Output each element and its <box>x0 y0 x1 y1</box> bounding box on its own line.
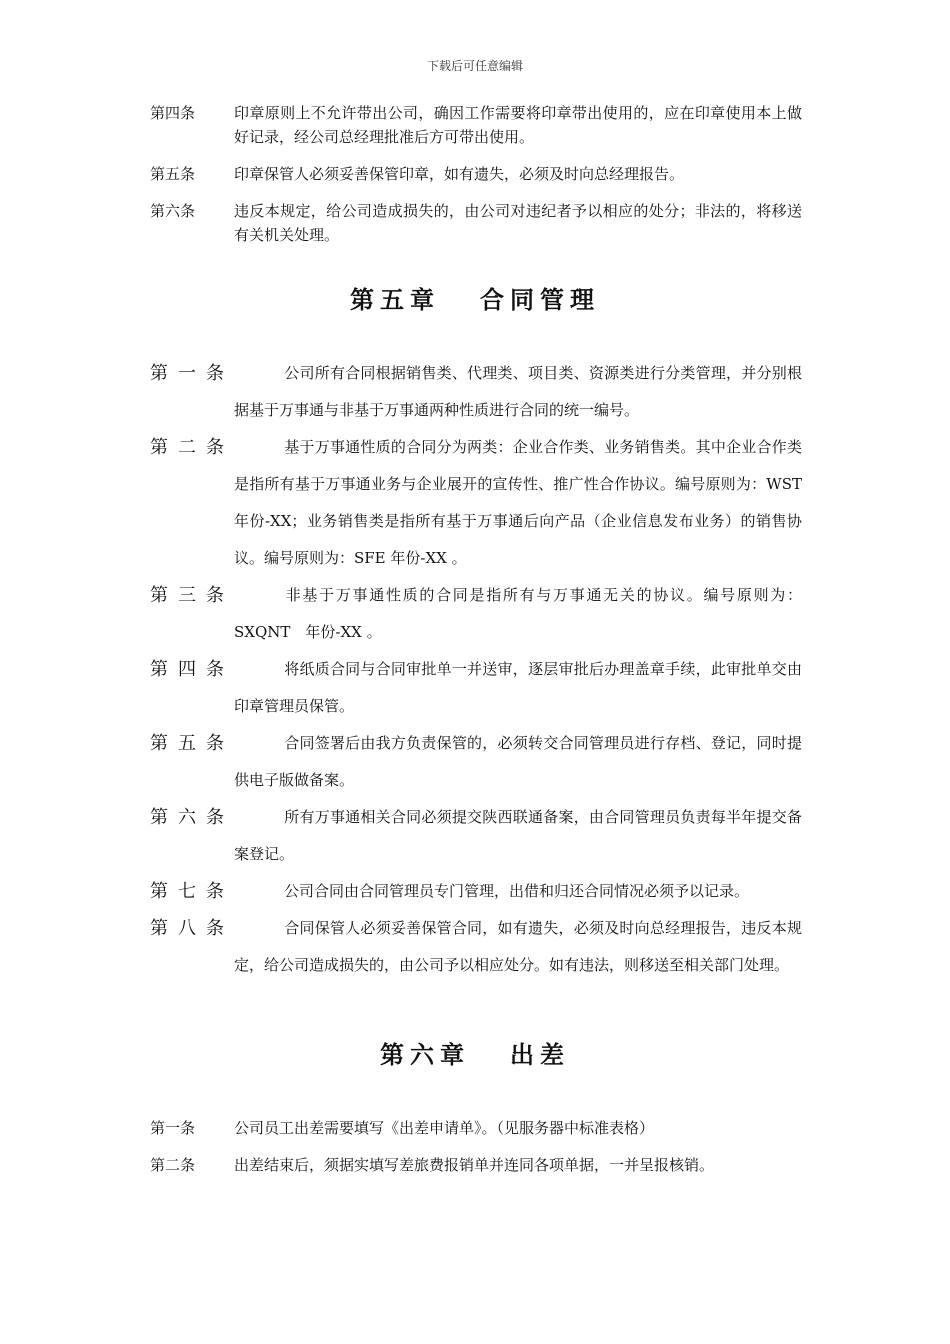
article-text <box>234 577 802 651</box>
article-body: 基于万事通性质的合同分为两类：企业合作类、业务销售类。其中企业合作类是指所有基于万事通业务与企业展开的宣传性、推广性合作协议。编号原则为：WST 年份-XX；业务销售类是指所有基于万事通后向产品（企业信息发布业务）的销售协议。编号原则为：SFE 年份-XX 。 <box>234 438 818 567</box>
article-item <box>150 1116 802 1140</box>
article-body: 公司合同由合同管理员专门管理，出借和归还合同情况必须予以记录。 <box>284 882 750 900</box>
article-text <box>234 873 802 910</box>
article-number: 第三条 <box>150 585 234 606</box>
article-item <box>150 199 802 247</box>
chapter5-articles <box>150 355 818 984</box>
article-text: 印章原则上不允许带出公司，确因工作需要将印章带出使用的，应在印章使用本上做好记录，经公司总经理批准后方可带出使用。 <box>234 104 802 146</box>
page-header-note: 下载后可任意编辑 <box>426 59 523 73</box>
article-text <box>234 725 802 799</box>
article-number: 第二条 <box>150 1156 196 1174</box>
article-item <box>150 1153 802 1177</box>
chapter-heading <box>0 280 950 315</box>
article-item <box>150 873 802 910</box>
article-number: 第一条 <box>150 363 234 384</box>
article-number: 第八条 <box>150 918 234 939</box>
chapter-title: 出差 <box>510 1041 570 1069</box>
article-number: 第七条 <box>150 881 234 902</box>
article-item <box>150 429 818 577</box>
article-item <box>150 799 802 873</box>
article-text <box>234 355 802 429</box>
article-item <box>150 162 802 186</box>
article-text <box>234 429 818 577</box>
article-item <box>150 725 802 799</box>
article-number: 第六条 <box>150 807 234 828</box>
chapter-heading <box>0 1035 950 1070</box>
article-number: 第六条 <box>150 202 196 220</box>
article-number: 第四条 <box>150 104 196 122</box>
article-text: 出差结束后，须据实填写差旅费报销单并连同各项单据，一并呈报核销。 <box>234 1156 715 1174</box>
chapter4-tail <box>150 101 802 260</box>
article-body: 所有万事通相关合同必须提交陕西联通备案，由合同管理员负责每半年提交备案登记。 <box>234 808 802 863</box>
article-number: 第五条 <box>150 165 196 183</box>
article-text <box>234 799 802 873</box>
article-text: 印章保管人必须妥善保管印章，如有遗失，必须及时向总经理报告。 <box>234 165 685 183</box>
article-body: 将纸质合同与合同审批单一并送审，逐层审批后办理盖章手续，此审批单交由印章管理员保管。 <box>234 660 802 715</box>
article-text <box>234 651 802 725</box>
article-text: 违反本规定，给公司造成损失的，由公司对违纪者予以相应的处分；非法的，将移送有关机关处理。 <box>234 202 802 244</box>
article-body: 合同保管人必须妥善保管合同，如有遗失，必须及时向总经理报告，违反本规定，给公司造成损失的，由公司予以相应处分。如有违法，则移送至相关部门处理。 <box>234 919 802 974</box>
article-number: 第一条 <box>150 1119 196 1137</box>
article-item <box>150 355 802 429</box>
article-number: 第四条 <box>150 659 234 680</box>
article-text: 公司员工出差需要填写《出差申请单》。（见服务器中标准表格） <box>234 1119 655 1137</box>
chapter-title: 合同管理 <box>480 286 600 314</box>
article-number: 第五条 <box>150 733 234 754</box>
article-item <box>150 101 802 149</box>
chapter6-articles <box>150 1116 802 1190</box>
article-number: 第二条 <box>150 437 234 458</box>
article-body: 合同签署后由我方负责保管的，必须转交合同管理员进行存档、登记，同时提供电子版做备案。 <box>234 734 802 789</box>
article-body: 非基于万事通性质的合同是指所有与万事通无关的协议。编号原则为：SXQNT 年份-XX 。 <box>234 586 802 641</box>
chapter-number: 第五章 <box>350 286 440 314</box>
article-item <box>150 577 802 651</box>
article-item <box>150 910 802 984</box>
chapter-number: 第六章 <box>380 1041 470 1069</box>
article-body: 公司所有合同根据销售类、代理类、项目类、资源类进行分类管理，并分别根据基于万事通与非基于万事通两种性质进行合同的统一编号。 <box>234 364 802 419</box>
article-item <box>150 651 802 725</box>
article-text <box>234 910 802 984</box>
